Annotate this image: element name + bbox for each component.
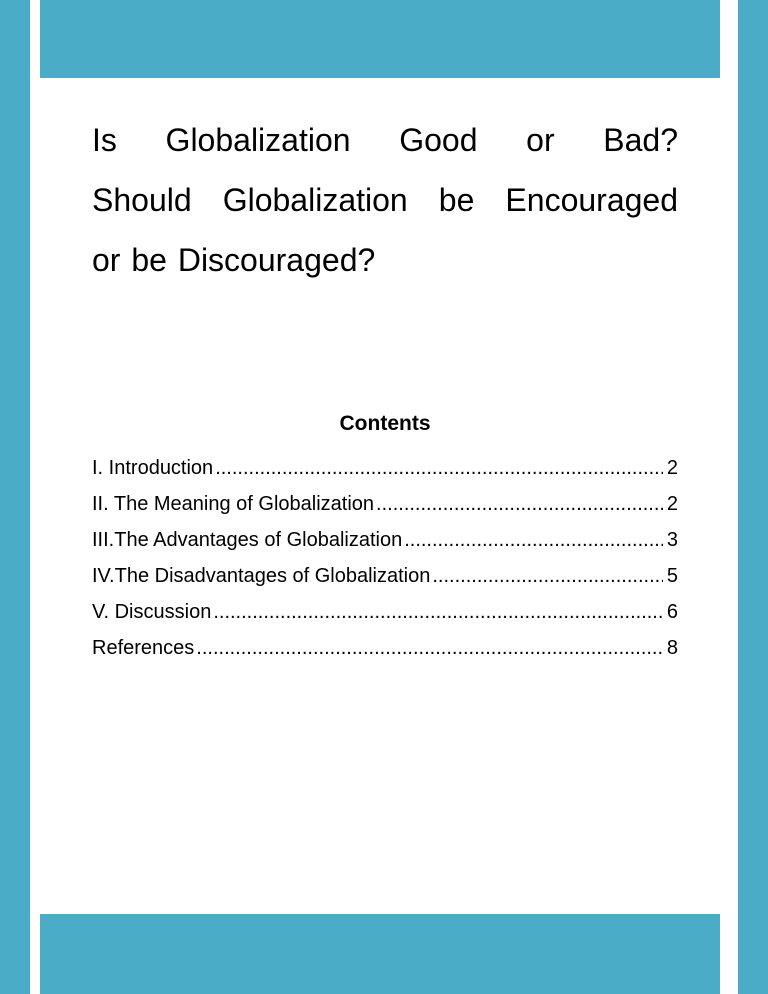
footer-band xyxy=(40,914,720,994)
toc-entry-meaning[interactable] xyxy=(92,490,678,526)
header-band xyxy=(40,0,720,78)
left-frame-border xyxy=(0,0,30,994)
toc-dot-leader xyxy=(432,562,663,590)
toc-entry-label: III.The Advantages of Globalization xyxy=(92,529,403,551)
toc-page-number: 3 xyxy=(666,529,678,551)
toc-entry-label: IV.The Disadvantages of Globalization xyxy=(92,565,431,587)
toc-page-number: 6 xyxy=(666,601,678,623)
toc-dot-leader xyxy=(404,526,663,554)
toc-entry-advantages[interactable] xyxy=(92,526,678,562)
title-line: or be Discouraged? xyxy=(92,242,376,278)
right-frame-border xyxy=(738,0,768,994)
toc-entry-label: References xyxy=(92,637,195,659)
toc-entry-disadvantages[interactable] xyxy=(92,562,678,598)
toc-entry-label: II. The Meaning of Globalization xyxy=(92,493,375,515)
toc-dot-leader xyxy=(376,490,663,518)
toc-entry-label: V. Discussion xyxy=(92,601,212,623)
toc-entry-references[interactable] xyxy=(92,634,678,670)
toc-entry-introduction[interactable] xyxy=(92,454,678,490)
toc-page-number: 8 xyxy=(666,637,678,659)
toc-dot-leader xyxy=(196,634,663,662)
toc-page-number: 5 xyxy=(666,565,678,587)
toc-dot-leader xyxy=(213,598,663,626)
toc-entry-label: I. Introduction xyxy=(92,457,214,479)
table-of-contents xyxy=(92,454,678,670)
toc-dot-leader xyxy=(215,454,663,482)
title-line: Is Globalization Good or Bad? xyxy=(92,122,678,158)
document-title xyxy=(92,110,678,290)
contents-heading: Contents xyxy=(339,412,431,435)
toc-entry-discussion[interactable] xyxy=(92,598,678,634)
toc-page-number: 2 xyxy=(666,493,678,515)
toc-page-number: 2 xyxy=(666,457,678,479)
title-line: Should Globalization be Encouraged xyxy=(92,182,678,218)
